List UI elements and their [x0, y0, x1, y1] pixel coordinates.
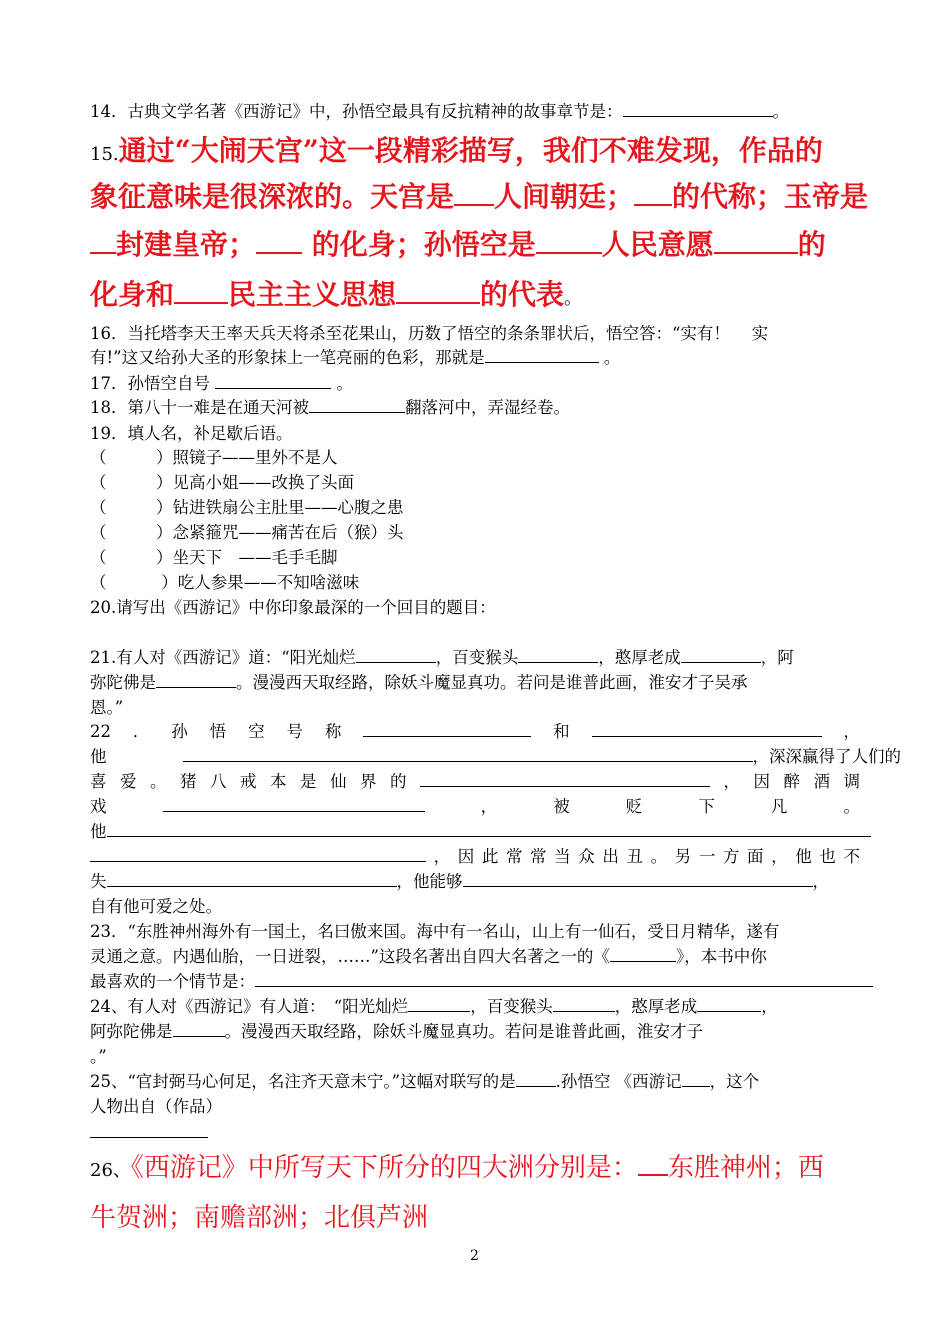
blank[interactable] — [592, 720, 822, 737]
question-14: 14．古典文学名著《西游记》中，孙悟空最具有反抗精神的故事章节是： 。 — [90, 102, 789, 121]
blank[interactable] — [485, 346, 599, 363]
blank[interactable] — [463, 870, 813, 887]
blank[interactable] — [215, 372, 331, 389]
question-16-line-2: 有!”这又给孙大圣的形象抹上一笔亮丽的色彩，那就是 。 — [90, 348, 621, 367]
blank[interactable] — [163, 795, 425, 812]
question-26-line-1: 26、《西游记》中所写天下所分的四大洲分别是： 东胜神州；西 — [90, 1146, 824, 1193]
list-item: （ ）钻进铁扇公主肚里——心腹之患 — [90, 498, 404, 517]
question-25-line-1: 25、“官封弼马心何足，名注齐天意未宁。”这幅对联写的是 .孙悟空 《西游记 ，这个 — [90, 1072, 760, 1091]
page-number: 2 — [470, 1248, 479, 1264]
question-21-line-1: 21.有人对《西游记》道：“阳光灿烂 ，百变猴头 ，憨厚老成 ，阿 — [90, 648, 794, 667]
question-22-line-7: 失 ，他能够 ， — [90, 872, 829, 891]
blank[interactable] — [697, 995, 761, 1012]
question-22-line-4: 戏 ， 被 贬 下 凡 。 — [90, 797, 860, 816]
answer-line[interactable] — [90, 1137, 208, 1138]
blank[interactable] — [363, 720, 531, 737]
question-16-line-1: 16．当托塔李天王率天兵天将杀至花果山，历数了悟空的条条罪状后，悟空答：“实有！ 实 — [90, 324, 769, 343]
question-22-line-8: 自有他可爱之处。 — [90, 897, 222, 916]
blank[interactable] — [107, 820, 871, 837]
blank[interactable] — [714, 222, 798, 254]
question-15-line-4: 化身和 民主主义思想 的代表。 — [90, 272, 582, 322]
blank[interactable] — [183, 745, 753, 762]
blank[interactable] — [623, 100, 773, 117]
question-15-line-1: 15.通过“大闹天宫”这一段精彩描写，我们不难发现，作品的 — [90, 134, 823, 167]
blank[interactable] — [536, 222, 602, 254]
question-22-line-3: 喜 爱 。 猪 八 戒 本 是 仙 界 的 ， 因 醉 酒 调 — [90, 772, 860, 791]
blank[interactable] — [156, 671, 236, 688]
question-22-line-2: 他 ，深深赢得了人们的 — [90, 747, 901, 766]
blank[interactable] — [256, 222, 302, 254]
question-22-line-5: 他 — [90, 820, 871, 844]
list-item: （ ）念紧箍咒——痛苦在后（猴）头 — [90, 523, 404, 542]
blank[interactable] — [90, 222, 116, 254]
question-23-line-3: 最喜欢的一个情节是： — [90, 970, 873, 994]
list-item: （ ）坐天下 ——毛手毛脚 — [90, 548, 338, 567]
question-22-line-6: ， 因 此 常 常 当 众 出 丑 。 另 一 方 面 ， 他 也 不 — [90, 845, 860, 869]
list-item: （ ）见高小姐——改换了头面 — [90, 473, 354, 492]
question-26-line-2: 牛贺洲；南赡部洲；北俱芦洲 — [90, 1203, 429, 1233]
blank[interactable] — [255, 970, 873, 987]
question-23-line-2: 灵通之意。内遇仙胎，一日迸裂，……”这段名著出自四大名著之一的《 》，本书中你 — [90, 947, 767, 966]
blank[interactable] — [309, 396, 405, 413]
question-24-line-1: 24、有人对《西游记》有人道： “阳光灿烂 ，百变猴头 ，憨厚老成 ， — [90, 997, 778, 1016]
question-15-line-2: 象征意味是很深浓的。天宫是 人间朝廷； 的代称；玉帝是 — [90, 174, 868, 220]
question-25-line-2: 人物出自（作品） — [90, 1097, 222, 1116]
question-20: 20.请写出《西游记》中你印象最深的一个回目的题目： — [90, 598, 496, 617]
question-22-line-1: 22 ． 孙 悟 空 号 称 和 ， — [90, 722, 860, 741]
question-21-line-2: 弥陀佛是 。漫漫西天取经路，除妖斗魔显真功。若问是谁普此画，淮安才子吴承 — [90, 673, 748, 692]
blank[interactable] — [638, 1146, 668, 1176]
blank[interactable] — [174, 272, 228, 304]
blank[interactable] — [553, 995, 615, 1012]
blank[interactable] — [90, 845, 426, 862]
blank[interactable] — [634, 174, 672, 206]
blank[interactable] — [107, 870, 397, 887]
blank[interactable] — [173, 1020, 225, 1037]
question-21-line-3: 恩。” — [90, 698, 124, 717]
question-19-title: 19．填人名，补足歇后语。 — [90, 424, 293, 443]
blank[interactable] — [516, 1070, 556, 1087]
blank[interactable] — [420, 770, 710, 787]
blank[interactable] — [396, 272, 480, 304]
blank[interactable] — [610, 945, 676, 962]
blank[interactable] — [518, 646, 598, 663]
question-24-line-3: 。” — [90, 1047, 107, 1066]
list-item: （ ）照镜子——里外不是人 — [90, 448, 338, 467]
question-17: 17．孙悟空自号 。 — [90, 374, 353, 393]
question-24-line-2: 阿弥陀佛是 。漫漫西天取经路，除妖斗魔显真功。若问是谁普此画，淮安才子 — [90, 1022, 703, 1041]
blank[interactable] — [682, 1070, 710, 1087]
blank[interactable] — [681, 646, 761, 663]
question-15-line-3: 封建皇帝； 的化身；孙悟空是 人民意愿 的 — [90, 222, 826, 268]
list-item: （ ）吃人参果——不知啥滋味 — [90, 573, 360, 592]
question-18: 18．第八十一难是在通天河被 翻落河中，弄湿经卷。 — [90, 398, 570, 417]
blank[interactable] — [408, 995, 470, 1012]
blank[interactable] — [454, 174, 494, 206]
question-23-line-1: 23．“东胜神州海外有一国土，名曰傲来国。海中有一名山，山上有一仙石，受日月精华，遂有 — [90, 922, 780, 941]
blank[interactable] — [356, 646, 436, 663]
